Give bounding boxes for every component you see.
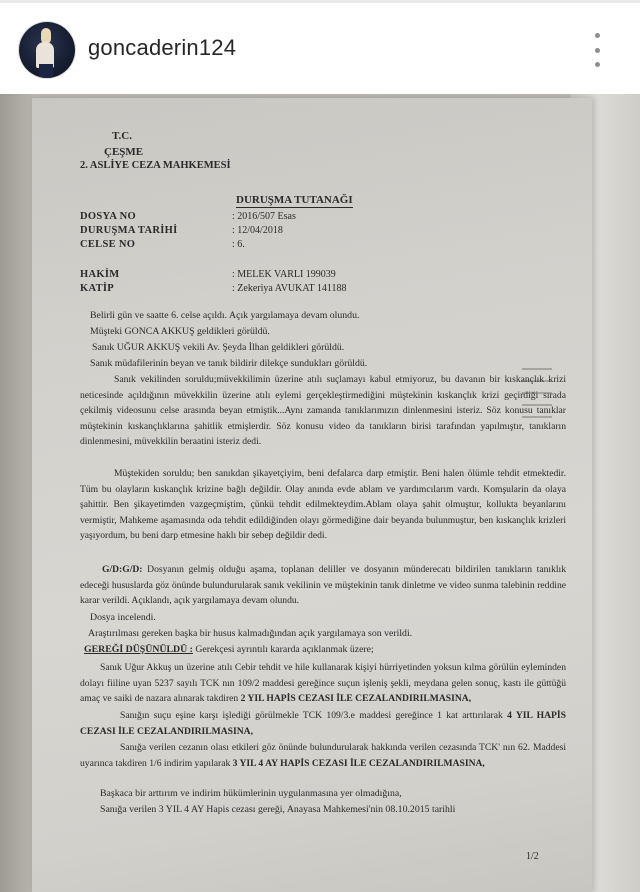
field-label-session-no: CELSE NO [80, 239, 136, 250]
bleed-through-mark [522, 416, 552, 418]
field-label-clerk: KATİP [80, 283, 114, 294]
more-options-icon[interactable] [588, 33, 606, 67]
bleed-through-mark [522, 380, 552, 382]
document-city: ÇEŞME [104, 146, 144, 158]
opening-line: Sanık müdafilerinin beyan ve tanık bildirir dilekçe sundukları görüldü. [90, 358, 368, 369]
bleed-through-mark [522, 404, 552, 406]
closing-line: Araştırılması gereken başka bir husus kalmadığından açık yargılamaya son verildi. [88, 628, 413, 639]
file-reviewed-line: Dosya incelendi. [90, 612, 156, 623]
dot [595, 33, 600, 38]
opening-line: Sanık UĞUR AKKUŞ vekili Av. Şeyda İlhan geldikleri görüldü. [92, 342, 345, 353]
avatar[interactable] [19, 22, 75, 78]
document-title: DURUŞMA TUTANAĞI [236, 194, 353, 206]
complainant-statement: Müştekiden soruldu; ben sanıkdan şikayetçiyim, beni defalarca darp etmiştir. Beni halen ölümle tehdit etmektedir. Tüm bu olayların kıskançlık krizine bağlı değildir. Olay anında evde ablam ve yardımcılarım vardı. Komşularin da olaya şahittir. Ben şikayetimden vazgeçmiştim, çünkü tehdit edilmekteydim.Ablam olaya şahit olmuştur, kollukta beyanlarını vermiştir, Mahkeme aşamasında oda tehdit edildiğinden olayı görmediğine dair beyanda bulunmuştur, ben kıskançlık krizleri yaşıyordum, bu beni darp etmesine haklı bir sebep değildir dedi. [80, 468, 566, 542]
dot [595, 48, 600, 53]
verdict-paragraph-2: Sanığın suçu eşine karşı işlediği görülmekle TCK 109/3.e maddesi gereğince 1 kat arttırılarak 4 YIL HAPİS CEZASI İLE CEZALANDIRILMASINA, [80, 710, 566, 737]
interim-decision: G/D:G/D: Dosyanın gelmiş olduğu aşama, toplanan deliller ve dosyanın münderecatı bildirilen tanıkların tanıklık edeceği hususlarda göz önünde bulundurularak sanık vekilinin ve müştekinin tanık dinletme ve video sunma talebinin reddine karar verildi. Açıklandı, açık yargılamaya devam olundu. [80, 564, 566, 607]
verdict-paragraph-3: Sanığa verilen cezanın olası etkileri göz önünde bulundurularak hakkında verilen cezasında TCK' nın 62. Maddesi uyarınca takdiren 1/6 indirim yapılarak 3 YIL 4 AY HAPİS CEZASI İLE CEZALANDIRILMASINA, [80, 742, 566, 769]
dot [595, 62, 600, 67]
post-photo[interactable] [0, 94, 640, 892]
bleed-through-mark [522, 368, 552, 370]
bleed-through-mark [522, 392, 552, 394]
field-label-judge: HAKİM [80, 269, 120, 280]
opening-line: Belirli gün ve saatte 6. celse açıldı. Açık yargılamaya devam olundu. [90, 310, 360, 321]
field-value-session-no: : 6. [232, 239, 245, 250]
document-state: T.C. [112, 130, 132, 142]
opening-line: Müşteki GONCA AKKUŞ geldikleri görüldü. [90, 326, 270, 337]
verdict-paragraph-4: Başkaca bir arttırım ve indirim hükümlerinin uygulanmasına yer olmadığına, [100, 788, 402, 799]
field-value-case-no: : 2016/507 Esas [232, 211, 296, 222]
field-label-hearing-date: DURUŞMA TARİHİ [80, 225, 178, 236]
verdict-paragraph-1: Sanık Uğur Akkuş un üzerine atılı Cebir tehdit ve hile kullanarak kişiyi hürriyetinden yoksun kılma görülün eyleminden dolayı fiiline uyan 5237 sayılı TCK nın 109/2 maddesi gereğince suçun işleniş şekli, meydana gelen sonuç, kastı ile güttüğü amaç ve saiki de nazara alınarak takdiren 2 YIL HAPİS CEZASI İLE CEZALANDIRILMASINA, [80, 662, 566, 705]
field-label-case-no: DOSYA NO [80, 211, 136, 222]
verdict-heading: GEREĞİ DÜŞÜNÜLDÜ : Gerekçesi ayrıntılı kararda açıklanmak üzere; [84, 644, 374, 655]
field-value-hearing-date: : 12/04/2018 [232, 225, 283, 236]
defense-statement: Sanık vekilinden soruldu;müvekkilimin üzerine atılı suçlamayı kabul etmiyoruz, bu davanın bir kıskançlık krizi neticesinde açıldığının müvekkilin üzerine atılı eylemi gerçekleştirmediğini müştekinin kıskançlık krizi geçirdiği sırada çekilmiş videosunu celse arasında beyan etmiştik...Aynı zamanda tanıklarımızın dinlenmesini isteriz. Söz konusu tanıklar müştekinin kıskançlıklarına şahitlik etmişlerdir. Söz konusu video da tanıkların birisi tarafından yapılmıştır, tanıkların dinlenmesini, müvekkilin beraatini isteriz dedi. [80, 374, 566, 448]
avatar-figure-legs [39, 64, 53, 78]
username-link[interactable]: goncaderin124 [88, 35, 237, 60]
post-header [0, 0, 640, 94]
verdict-paragraph-5: Sanığa verilen 3 YIL 4 AY Hapis cezası gereği, Anayasa Mahkemesi'nin 08.10.2015 tarihli [100, 804, 456, 815]
field-value-clerk: : Zekeriya AVUKAT 141188 [232, 283, 347, 294]
court-document [32, 98, 592, 892]
document-court: 2. ASLİYE CEZA MAHKEMESİ [80, 160, 231, 171]
page-number: 1/2 [526, 851, 539, 862]
field-value-judge: : MELEK VARLI 199039 [232, 269, 336, 280]
